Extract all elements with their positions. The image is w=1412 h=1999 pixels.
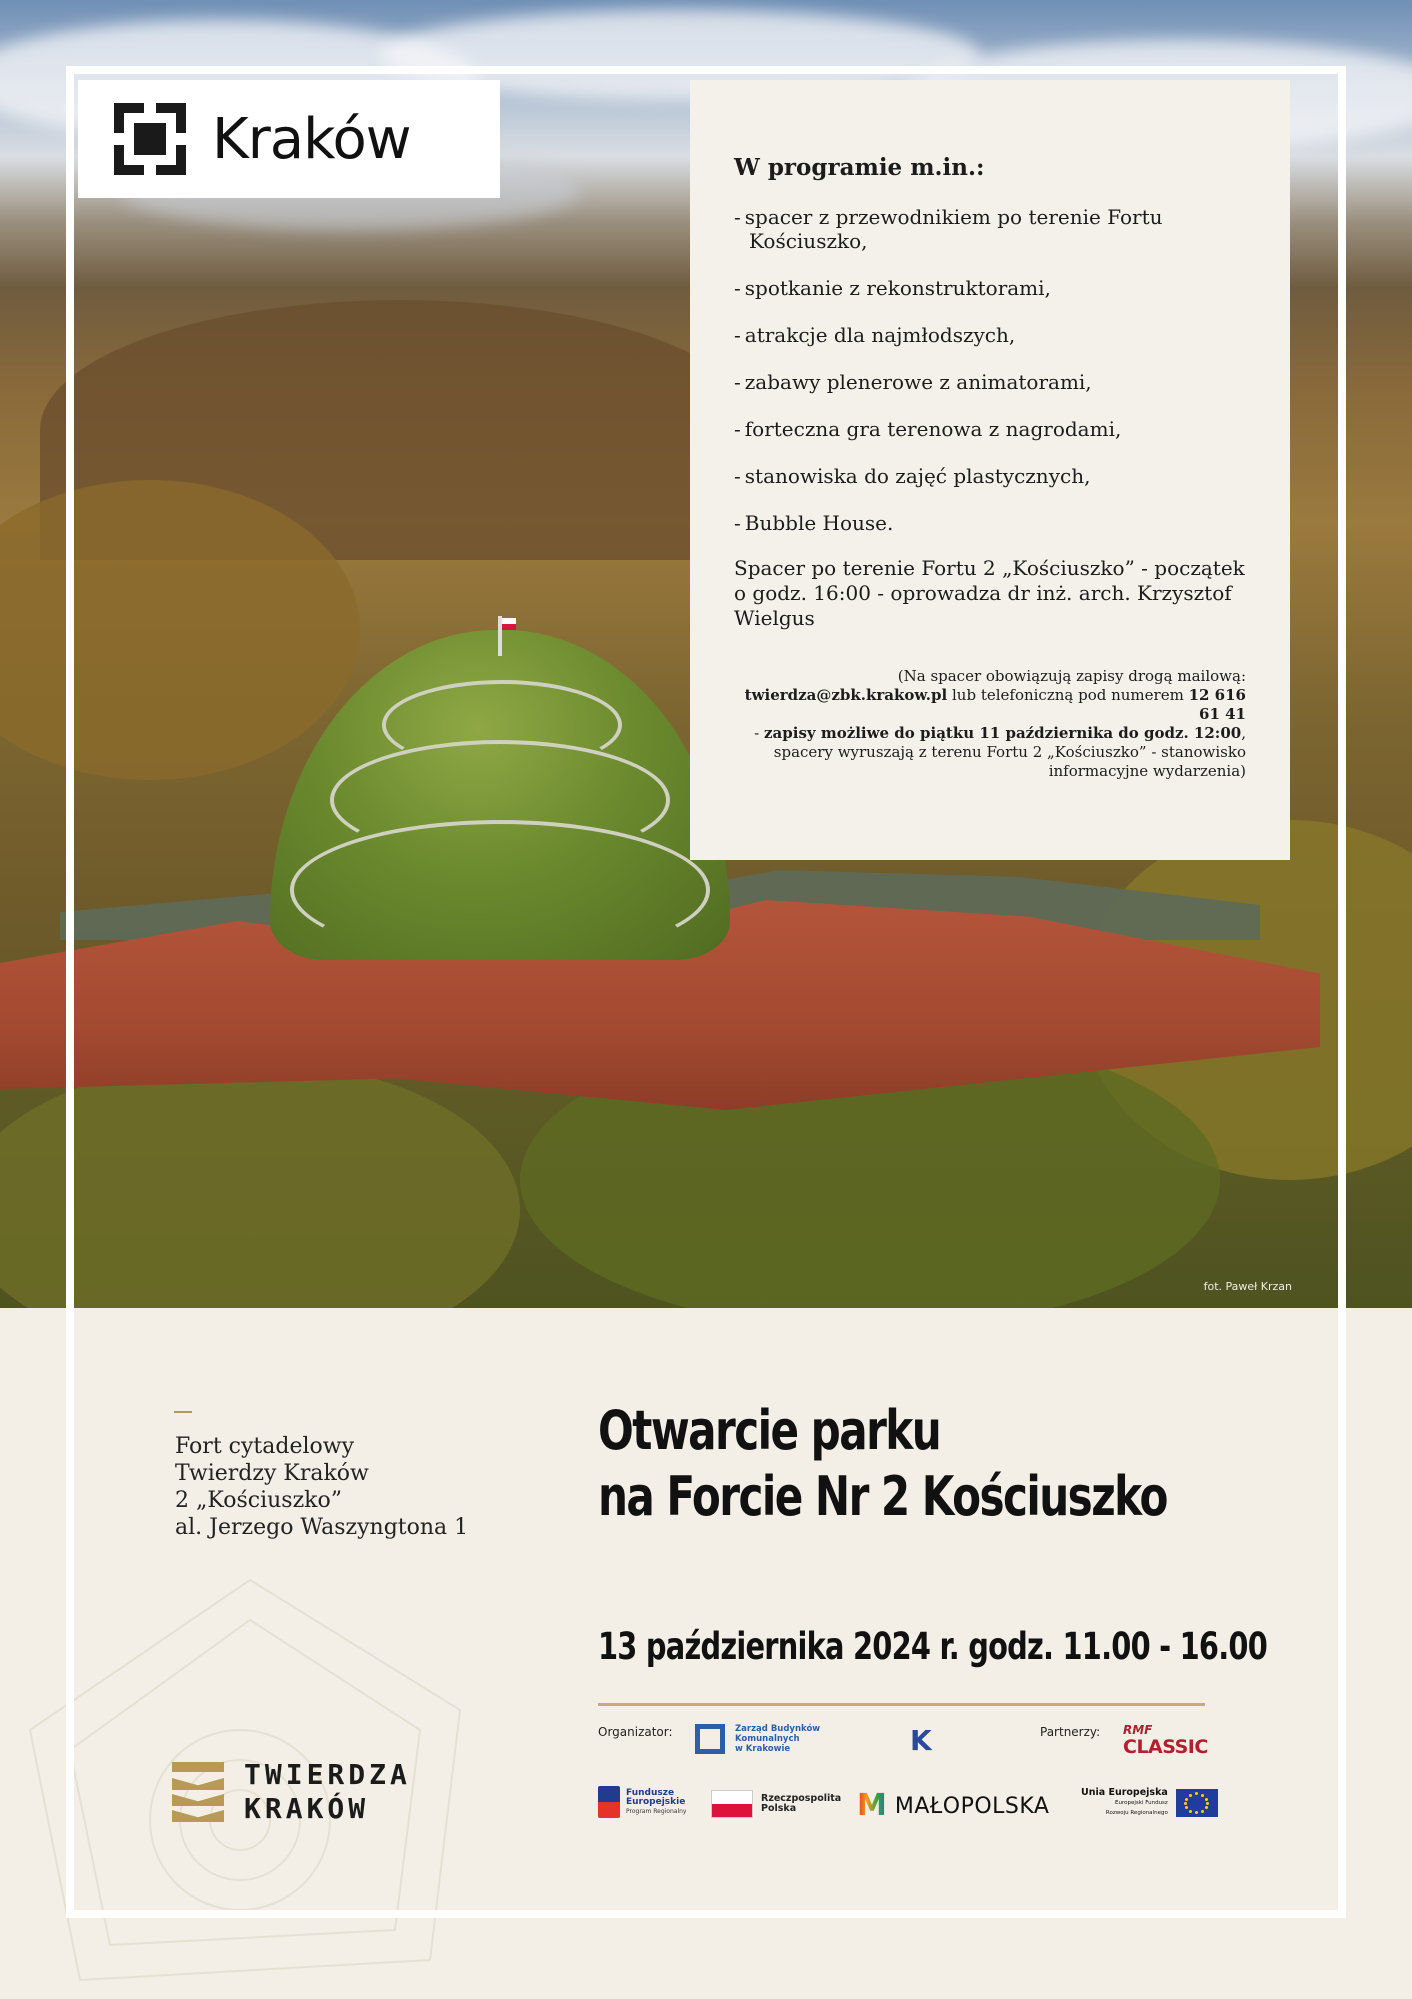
krakow-k-icon: K [910, 1724, 932, 1757]
malopolska-logo[interactable]: M MAŁOPOLSKA [857, 1788, 1050, 1823]
program-heading: W programie m.in.: [734, 154, 985, 181]
list-item: - atrakcje dla najmłodszych, [734, 323, 1016, 347]
malopolska-m-icon: M [857, 1788, 887, 1823]
frame-right [1338, 66, 1346, 1918]
frame-bottom [66, 1910, 1346, 1918]
rmf-classic-logo[interactable]: RMF CLASSIC [1123, 1723, 1208, 1758]
list-item: - forteczna gra terenowa z nagrodami, [734, 417, 1122, 441]
list-item: - spotkanie z rekonstruktorami, [734, 276, 1051, 300]
partners-label: Partnerzy: [1040, 1725, 1101, 1739]
twierdza-krakow-logo[interactable]: TWIERDZA KRAKÓW [172, 1758, 411, 1826]
program-panel [690, 80, 1290, 860]
twierdza-chevron-icon [172, 1762, 224, 1822]
registration-phone[interactable]: 12 616 61 41 [1188, 686, 1246, 723]
krakow-logo[interactable] [78, 80, 500, 198]
polish-flag-icon [711, 1790, 753, 1818]
venue-address: Fort cytadelowy Twierdzy Kraków 2 „Kościuszko” al. Jerzego Waszyngtona 1 [175, 1434, 469, 1540]
list-item: - Bubble House. [734, 511, 894, 535]
eu-flag-icon [1176, 1789, 1218, 1817]
organizer-label: Organizator: [598, 1725, 673, 1739]
guided-walk-info: Spacer po terenie Fortu 2 „Kościuszko” - początek o godz. 16:00 - oprowadza dr inż. arch. Krzysztof Wielgus [734, 556, 1245, 630]
zbk-logo[interactable]: Zarząd Budynków Komunalnych w Krakowie [695, 1724, 820, 1754]
venue-accent-line [174, 1411, 192, 1413]
krakow-logo-icon [114, 103, 186, 175]
gold-divider [598, 1703, 1205, 1706]
event-title: Otwarcie parku na Forcie Nr 2 Kościuszko [598, 1399, 1167, 1528]
photo-credit: fot. Paweł Krzan [1203, 1280, 1292, 1293]
frame-top [66, 66, 1346, 74]
unia-europejska-logo[interactable]: Unia Europejska Europejski Fundusz Rozwoju Regionalnego [1081, 1788, 1218, 1818]
registration-note: (Na spacer obowiązują zapisy drogą mailową: twierdza@zbk.krakow.pl lub telefoniczną pod numerem 12 616 61 41 - zapisy możliwe do piątku 11 października do godz. 12:00, spacery wyruszają z terenu Fortu 2 „Kościuszko” - stanowisko informacyjne wydarzenia) [744, 667, 1246, 780]
zbk-icon [695, 1724, 725, 1754]
list-item: - zabawy plenerowe z animatorami, [734, 370, 1092, 394]
registration-email[interactable]: twierdza@zbk.krakow.pl [744, 686, 948, 704]
event-date: 13 października 2024 r. godz. 11.00 - 16.00 [598, 1625, 1268, 1668]
list-item: - stanowiska do zajęć plastycznych, [734, 464, 1091, 488]
krakow-wordmark: Kraków [212, 106, 411, 172]
program-list [734, 205, 1246, 535]
fundusze-europejskie-logo[interactable]: Fundusze Europejskie Program Regionalny [598, 1786, 686, 1818]
fe-icon [598, 1786, 620, 1818]
rzeczpospolita-logo[interactable]: Rzeczpospolita Polska [711, 1790, 841, 1818]
list-item: - spacer z przewodnikiem po terenie Fortu Kościuszko, [734, 205, 1163, 253]
frame-left [66, 66, 74, 1918]
